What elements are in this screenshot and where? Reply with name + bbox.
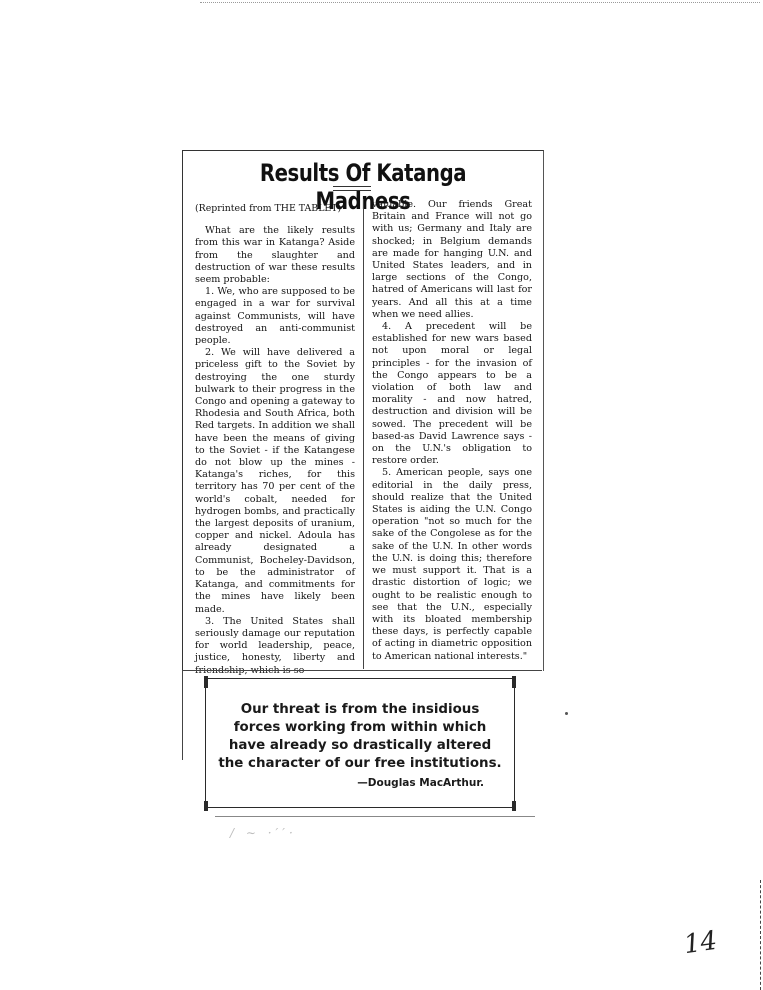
macarthur-quote-box (205, 678, 515, 808)
faint-pencil-marks: / ∼ ·′′· (230, 826, 297, 840)
quote-line: Our threat is from the insidious (240, 702, 480, 717)
box-corner-mark (512, 801, 516, 811)
article-headline: Results Of Katanga Madness (259, 159, 467, 215)
quote-author: —Douglas MacArthur. (357, 777, 484, 789)
article-paragraph: valuable. Our friends Great Britain and France will not go with us; Germany and Italy are shocked; in Belgium demands are made for hanging U.N. and United States leaders, and in large sections of the Congo, hatred of Americans will last for years. And all this at a time when we need allies. (372, 199, 532, 320)
article-paragraph: 5. American people, says one editorial in the daily press, should realize that the United States is aiding the U.N. Congo operation "not so much for the sake of the Congolese as for the sake of the U.N. In other words the U.N. is doing this; therefore we must support it. That is a drastic distortion of logic; we ought to be realistic enough to see that the U.N., especially with its bloated membership these days, is perfectly capable of acting in diametric opposition to American national interests." (372, 467, 532, 662)
column-divider (363, 199, 364, 669)
reprint-note: (Reprinted from THE TABLET) (195, 203, 342, 214)
stray-dot (565, 712, 568, 715)
clipping-left-rule (182, 670, 183, 760)
quote-text (206, 701, 514, 773)
quote-line: have already so drastically altered (228, 738, 492, 753)
newspaper-clipping (182, 150, 544, 676)
article-left-column (195, 203, 355, 677)
article-paragraph: 1. We, who are supposed to be engaged in a war for survival against Communists, will have destroyed an anti-communist people. (195, 286, 355, 347)
box-corner-mark (204, 801, 208, 811)
article-paragraph: What are the likely results from this war in Katanga? Aside from the slaughter and destruction of war these results seem probable: (195, 225, 355, 286)
quote-line: forces working from within which (233, 720, 487, 735)
article-paragraph: 4. A precedent will be established for new wars based not upon moral or legal principles - for the invasion of the Congo appears to be a violation of both law and morality - and now hatred, destruction and division will be sowed. The precedent will be based-as David Lawrence says - on the U.N.'s obligation to restore order. (372, 321, 532, 467)
top-dotted-edge (200, 2, 760, 3)
article-right-column (372, 199, 532, 663)
handwritten-page-number: 14 (682, 925, 720, 961)
under-box-rule (215, 816, 535, 817)
headline-underline-mark (333, 186, 371, 191)
clipping-bottom-rule (182, 670, 542, 671)
article-paragraph: 2. We will have delivered a priceless gift to the Soviet by destroying the one sturdy bulwark to their progress in the Congo and opening a gateway to Rhodesia and South Africa, both Red targets. In addition we shall have been the means of giving to the Soviet - if the Katangese do not blow up the mines - Katanga's riches, for this territory has 70 per cent of the world's cobalt, needed for hydrogen bombs, and practically the largest deposits of uranium, copper and nickel. Adoula has already designated a Communist, Bocheley-Davidson, to be the administrator of Katanga, and commitments for the mines have likely been made. (195, 347, 355, 615)
quote-line: the character of our free institutions. (218, 756, 502, 771)
article-paragraph: 3. The United States shall seriously damage our reputation for world leadership, peace, justice, honesty, liberty and friendship, which is so (195, 615, 355, 676)
